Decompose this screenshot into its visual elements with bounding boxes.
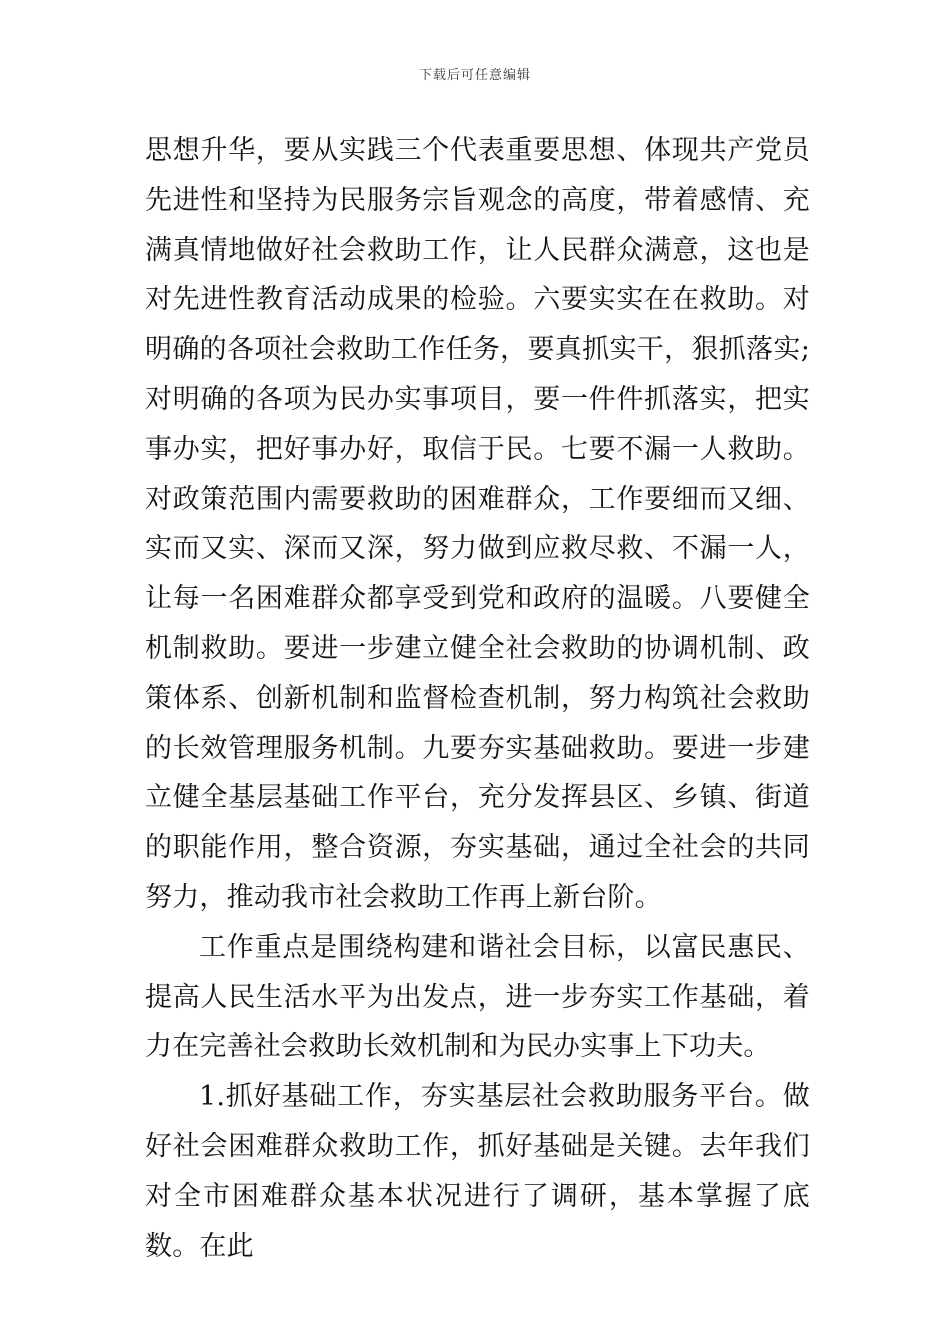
paragraph-item-1: 1.抓好基础工作，夯实基层社会救助服务平台。做好社会困难群众救助工作，抓好基础是关键。去年我们对全市困难群众基本状况进行了调研，基本掌握了底数。在此	[145, 1081, 810, 1262]
document-body	[145, 126, 810, 1271]
page-header-note: 下载后可任意编辑	[418, 68, 531, 83]
paragraph-work-focus: 工作重点是围绕构建和谐社会目标，以富民惠民、提高人民生活水平为出发点，进一步夯实工作基础，着力在完善社会救助长效机制和为民办实事上下功夫。	[145, 931, 810, 1063]
paragraph-continued: 思想升华，要从实践三个代表重要思想、体现共产党员先进性和坚持为民服务宗旨观念的高度，带着感情、充满真情地做好社会救助工作，让人民群众满意，这也是对先进性教育活动成果的检验。六要实实在在救助。对明确的各项社会救助工作任务，要真抓实干，狠抓落实;对明确的各项为民办实事项目，要一件件抓落实，把实事办实，把好事办好，取信于民。七要不漏一人救助。对政策范围内需要救助的困难群众，工作要细而又细、实而又实、深而又深，努力做到应救尽救、不漏一人，让每一名困难群众都享受到党和政府的温暖。八要健全机制救助。要进一步建立健全社会救助的协调机制、政策体系、创新机制和监督检查机制，努力构筑社会救助的长效管理服务机制。九要夯实基础救助。要进一步建立健全基层基础工作平台，充分发挥县区、乡镇、街道的职能作用，整合资源，夯实基础，通过全社会的共同努力，推动我市社会救助工作再上新台阶。	[145, 135, 810, 913]
